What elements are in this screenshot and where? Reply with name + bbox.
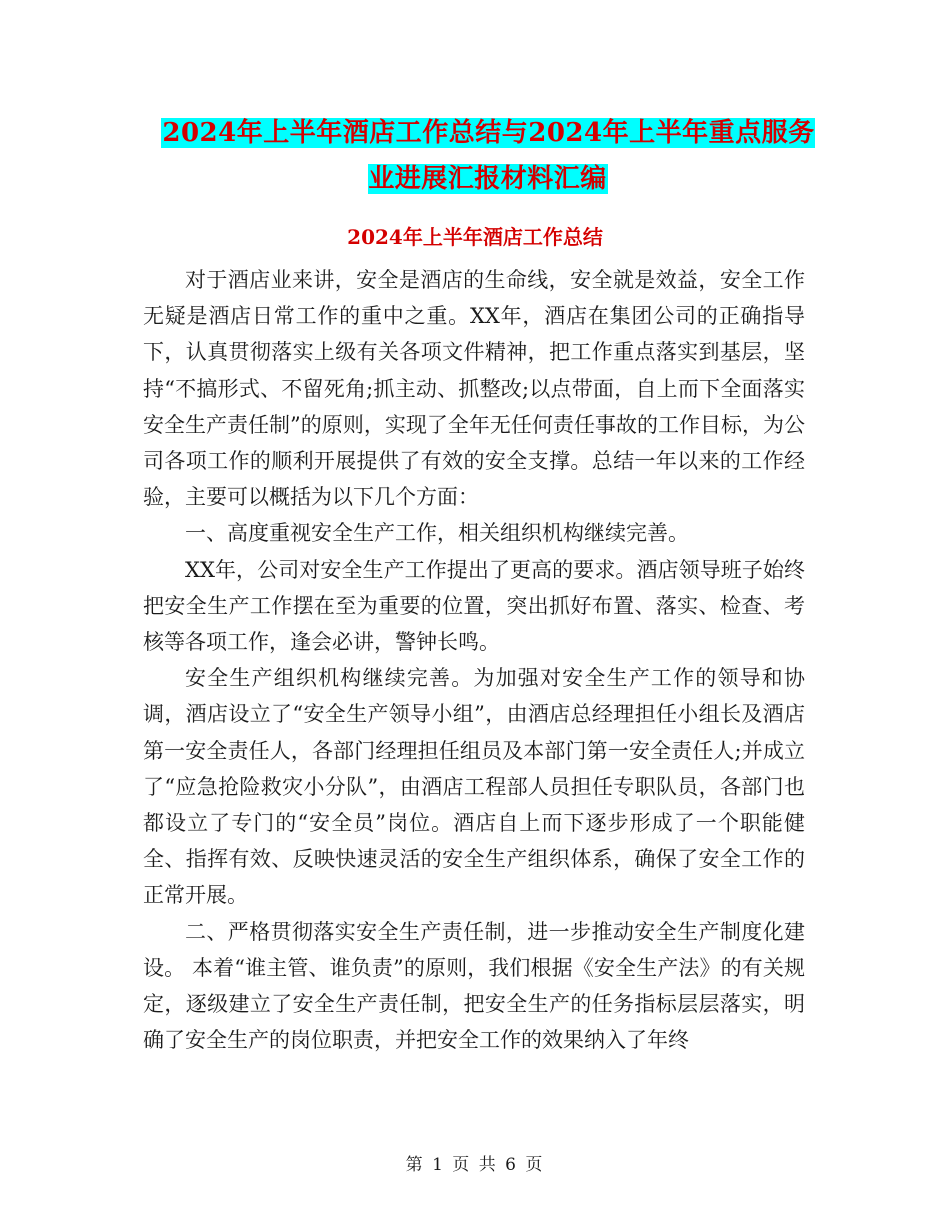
- document-title-text: 2024年上半年酒店工作总结与2024年上半年重点服务业进展汇报材料汇编: [162, 118, 815, 194]
- paragraph-heading-one: 一、高度重视安全生产工作，相关组织机构继续完善。: [185, 521, 689, 546]
- paragraph-heading-two: 二、严格贯彻落实安全生产责任制，进一步推动安全生产制度化建设。 本着“谁主管、谁负责”的原则，我们根据《安全生产法》的有关规定，逐级建立了安全生产责任制，把安全生产的任务指标层层落实，明确了安全生产的岗位职责，并把安全工作的效果纳入了年终: [143, 919, 805, 1053]
- paragraph-intro: 对于酒店业来讲，安全是酒店的生命线，安全就是效益，安全工作无疑是酒店日常工作的重中之重。XX年，酒店在集团公司的正确指导下，认真贯彻落实上级有关各项文件精神，把工作重点落实到基层，坚持“不搞形式、不留死角;抓主动、抓整改;以点带面，自上而下全面落实安全生产责任制”的原则，实现了全年无任何责任事故的工作目标，为公司各项工作的顺利开展提供了有效的安全支撑。总结一年以来的工作经验，主要可以概括为以下几个方面：: [143, 268, 805, 510]
- document-title: [150, 110, 826, 202]
- paragraph-leadership: XX年，公司对安全生产工作提出了更高的要求。酒店领导班子始终把安全生产工作摆在至为重要的位置，突出抓好布置、落实、检查、考核等各项工作，逢会必讲，警钟长鸣。: [143, 557, 805, 655]
- document-body: [143, 262, 805, 1058]
- paragraph-organization: 安全生产组织机构继续完善。为加强对安全生产工作的领导和协调，酒店设立了“安全生产领导小组”，由酒店总经理担任小组长及酒店第一安全责任人，各部门经理担任组员及本部门第一安全责任人;并成立了“应急抢险救灾小分队”，由酒店工程部人员担任专职队员，各部门也都设立了专门的“安全员”岗位。酒店自上而下逐步形成了一个职能健全、指挥有效、反映快速灵活的安全生产组织体系，确保了安全工作的正常开展。: [143, 666, 805, 908]
- page-number-footer: 第 1 页 共 6 页: [405, 1155, 545, 1175]
- section-title: 2024年上半年酒店工作总结: [347, 225, 603, 249]
